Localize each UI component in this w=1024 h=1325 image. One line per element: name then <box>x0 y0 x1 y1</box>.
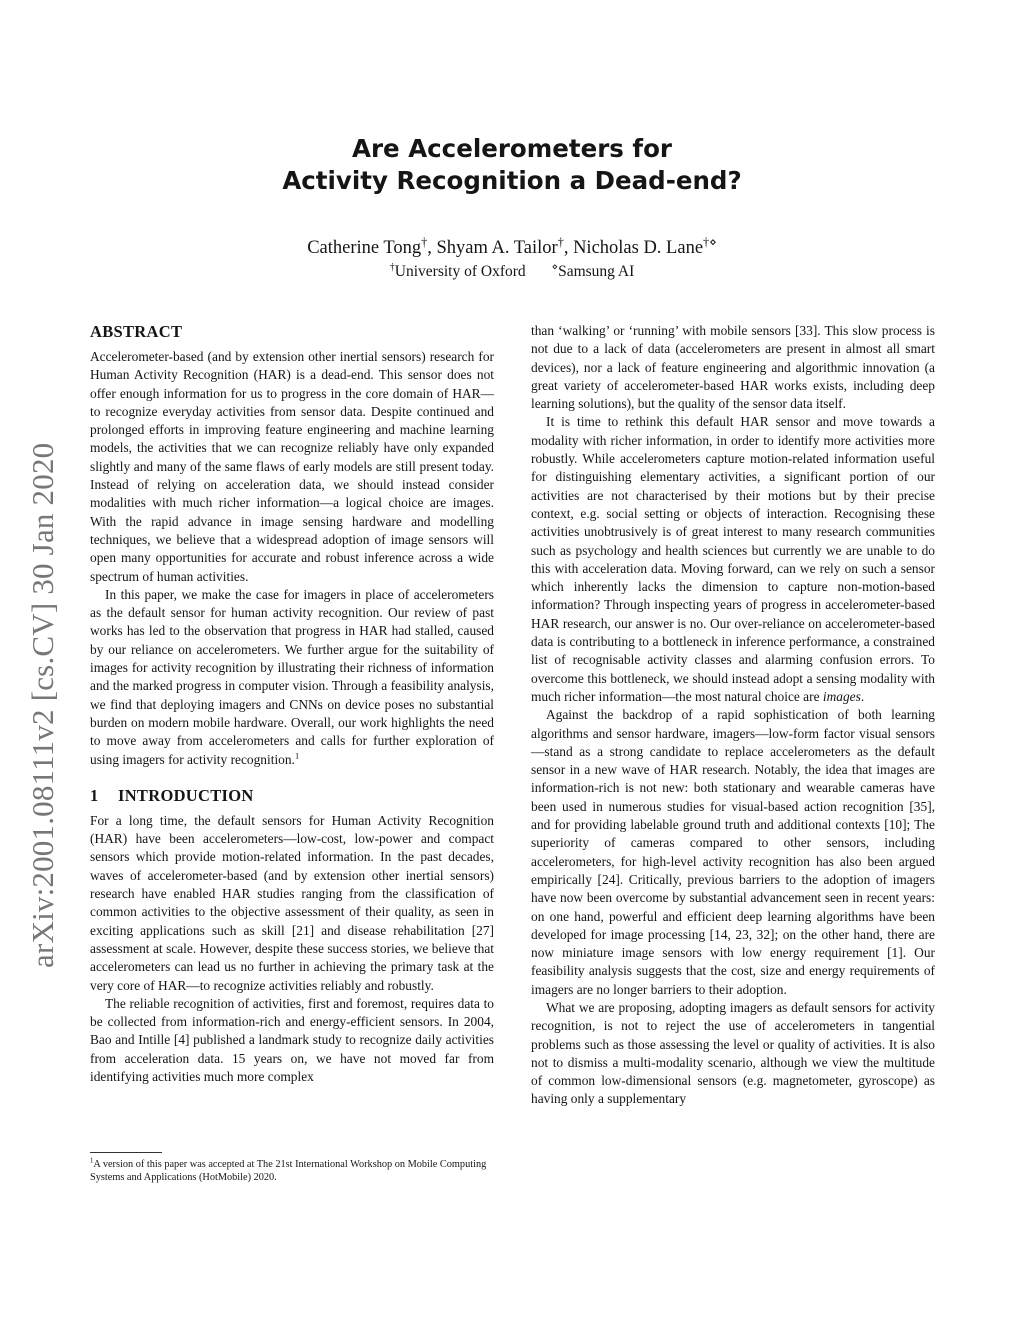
author-name: Nicholas D. Lane <box>573 238 704 258</box>
body-text: . <box>860 688 865 704</box>
footnote <box>90 1158 494 1184</box>
body-text: It is time to rethink this default HAR sensor and move towards a modality with richer information, in order to identify more activities more robustly. While accelerometers capture motion-related information useful for distinguishing elementary activities, a significant portion of our activities are not characterised by their motions but by their precise context, e.g. social setting or objects of interaction. Recognising these activities unobtrusively is of great interest to many research communities such as psychology and health sciences but currently we are unable to do this with acceleration data. Moving forward, can we rely on such a sensor which inherently lacks the dimension to capture non-motion-based information? Through inspecting years of progress in accelerometer-based HAR research, our answer is no. Our over-reliance on accelerometer-based data is contributing to a bottleneck in inference performance, a constrained list of recognisable activity classes and alarming confusion errors. To overcome this bottleneck, we should instead adopt a sensing modality with much richer information—the most natural choice are <box>531 414 935 704</box>
left-column <box>90 322 494 1086</box>
footnote-mark: 1 <box>90 1157 94 1165</box>
affiliation-mark: ⋄ <box>551 261 559 273</box>
body-paragraph: than ‘walking’ or ‘running’ with mobile sensors [33]. This slow process is not due to a lack of data (accelerometers are present in almost all smart devices), nor a lack of feature engineering and algorithmic innovation (a great variety of accelerometer-based HAR works exists, including deep learning solutions), but the quality of the sensor data itself. <box>531 323 935 412</box>
abstract-paragraph: Accelerometer-based (and by extension other inertial sensors) research for Human Activity Recognition (HAR) is a dead-end. This sensor does not offer enough information for us to progress in the core domain of HAR—to recognize everyday activities from sensor data. Despite continued and prolonged efforts in improving feature engineering and machine learning models, the activities that we can recognize reliably have only expanded slightly and many of the same flaws of early models are still present today. Instead of relying on acceleration data, we should instead consider modalities with much richer information—a logical choice are images. With the rapid advance in image sensing hardware and modelling techniques, we believe that a widespread adoption of image sensors will open many opportunities for accurate and robust inference across a wide spectrum of human activities. <box>90 349 494 584</box>
author-separator: , <box>427 238 437 258</box>
affiliation-name: Samsung AI <box>558 263 635 280</box>
intro-paragraph: For a long time, the default sensors for Human Activity Recognition (HAR) have been accelerometers—low-cost, low-power and compact sensors which provide motion-related information. In the past decades, waves of accelerometer-based (and by extension other inertial sensors) research have enabled HAR studies ranging from the classification of common activities to the objective assessment of their quality, as seen in exciting applications such as skill [21] and disease rehabilitation [27] assessment at scale. However, despite these success stories, we believe that accelerometers can lead us no further in achieving the primary task at the very core of HAR—to recognize activities reliably and robustly. <box>90 812 494 993</box>
footnote-text: A version of this paper was accepted at The 21st International Workshop on Mobile Computing Systems and Applications (HotMobile) 2020. <box>90 1159 487 1183</box>
body-paragraph: Against the backdrop of a rapid sophistication of both learning algorithms and sensor hardware, imagers—low-form factor visual sensors—stand as a strong candidate to replace accelerometers as the default sensor in a new wave of HAR research. Notably, the idea that images are information-rich is not new: both stationary and wearable cameras have been used in numerous studies for visual-based action recognition [35], and for providing labelable ground truth and additional contexts [10]; The superiority of cameras compared to other sensors, including accelerometers, for high-level activity recognition has also been argued empirically [24]. Critically, previous barriers to the adoption of imagers have now been overcome by substantial advancement seen in recent years: on one hand, powerful and efficient deep learning algorithms have been developed for image processing [14, 23, 32]; on the other hand, there are now miniature image sensors with low energy requirement [1]. Our feasibility analysis suggests that the cost, size and energy requirements of imagers are no longer barriers to their adoption. <box>531 707 935 997</box>
title-line-1: Are Accelerometers for <box>352 134 672 163</box>
affiliation-list <box>0 262 1024 282</box>
abstract-paragraph-text: In this paper, we make the case for imagers in place of accelerometers as the default sensor for human activity recognition. Our review of past works has led to the observation that progress in HAR had stalled, caused by our reliance on accelerometers. We further argue for the suitability of images for activity recognition by illustrating their richness of information and the marked progress in computer vision. Through a feasibility analysis, we find that deploying imagers and CNNs on device poses no substantial burden on modern mobile hardware. Overall, our work highlights the need to move away from accelerometers and calls for further exploration of using imagers for activity recognition. <box>90 586 494 767</box>
author-separator: , <box>563 238 574 258</box>
affiliation-mark: † <box>421 234 428 249</box>
footnote-divider <box>90 1152 162 1153</box>
affiliation-name: University of Oxford <box>394 263 526 280</box>
abstract-heading: ABSTRACT <box>90 322 183 341</box>
intro-paragraph: The reliable recognition of activities, first and foremost, requires data to be collected from information-rich and energy-efficient sensors. In 2004, Bao and Intille [4] published a landmark study to recognize daily activities from acceleration data. 15 years on, we have not moved far from identifying activities much more complex <box>90 995 494 1084</box>
section-number: 1 <box>90 785 99 805</box>
abstract-paragraph <box>90 586 494 769</box>
body-paragraph: What we are proposing, adopting imagers as default sensors for activity recognition, is not to reject the use of accelerometers in tangential problems such as those assessing the level or quality of activities. It is also not to dismiss a multi-modality scenario, although we view the multitude of common low-dimensional sensors (e.g. magnetometer, gyroscope) as having only a supplementary <box>531 999 935 1107</box>
right-column <box>531 322 935 1109</box>
author-name: Shyam A. Tailor <box>436 238 558 258</box>
body-paragraph <box>531 413 935 706</box>
affiliation-mark: †⋄ <box>703 234 717 249</box>
section-title: INTRODUCTION <box>118 785 254 805</box>
affiliation-mark: † <box>557 234 564 249</box>
title-line-2: Activity Recognition a Dead-end? <box>282 166 742 195</box>
footnote-ref: 1 <box>294 750 300 761</box>
author-name: Catherine Tong <box>307 238 422 258</box>
paper-title <box>0 133 1024 197</box>
emphasis-text: images <box>822 688 861 704</box>
introduction-heading <box>90 786 494 806</box>
affiliation-mark: † <box>389 261 395 273</box>
arxiv-identifier: arXiv:2001.08111v2 [cs.CV] 30 Jan 2020 <box>25 442 60 968</box>
author-list <box>0 236 1024 260</box>
